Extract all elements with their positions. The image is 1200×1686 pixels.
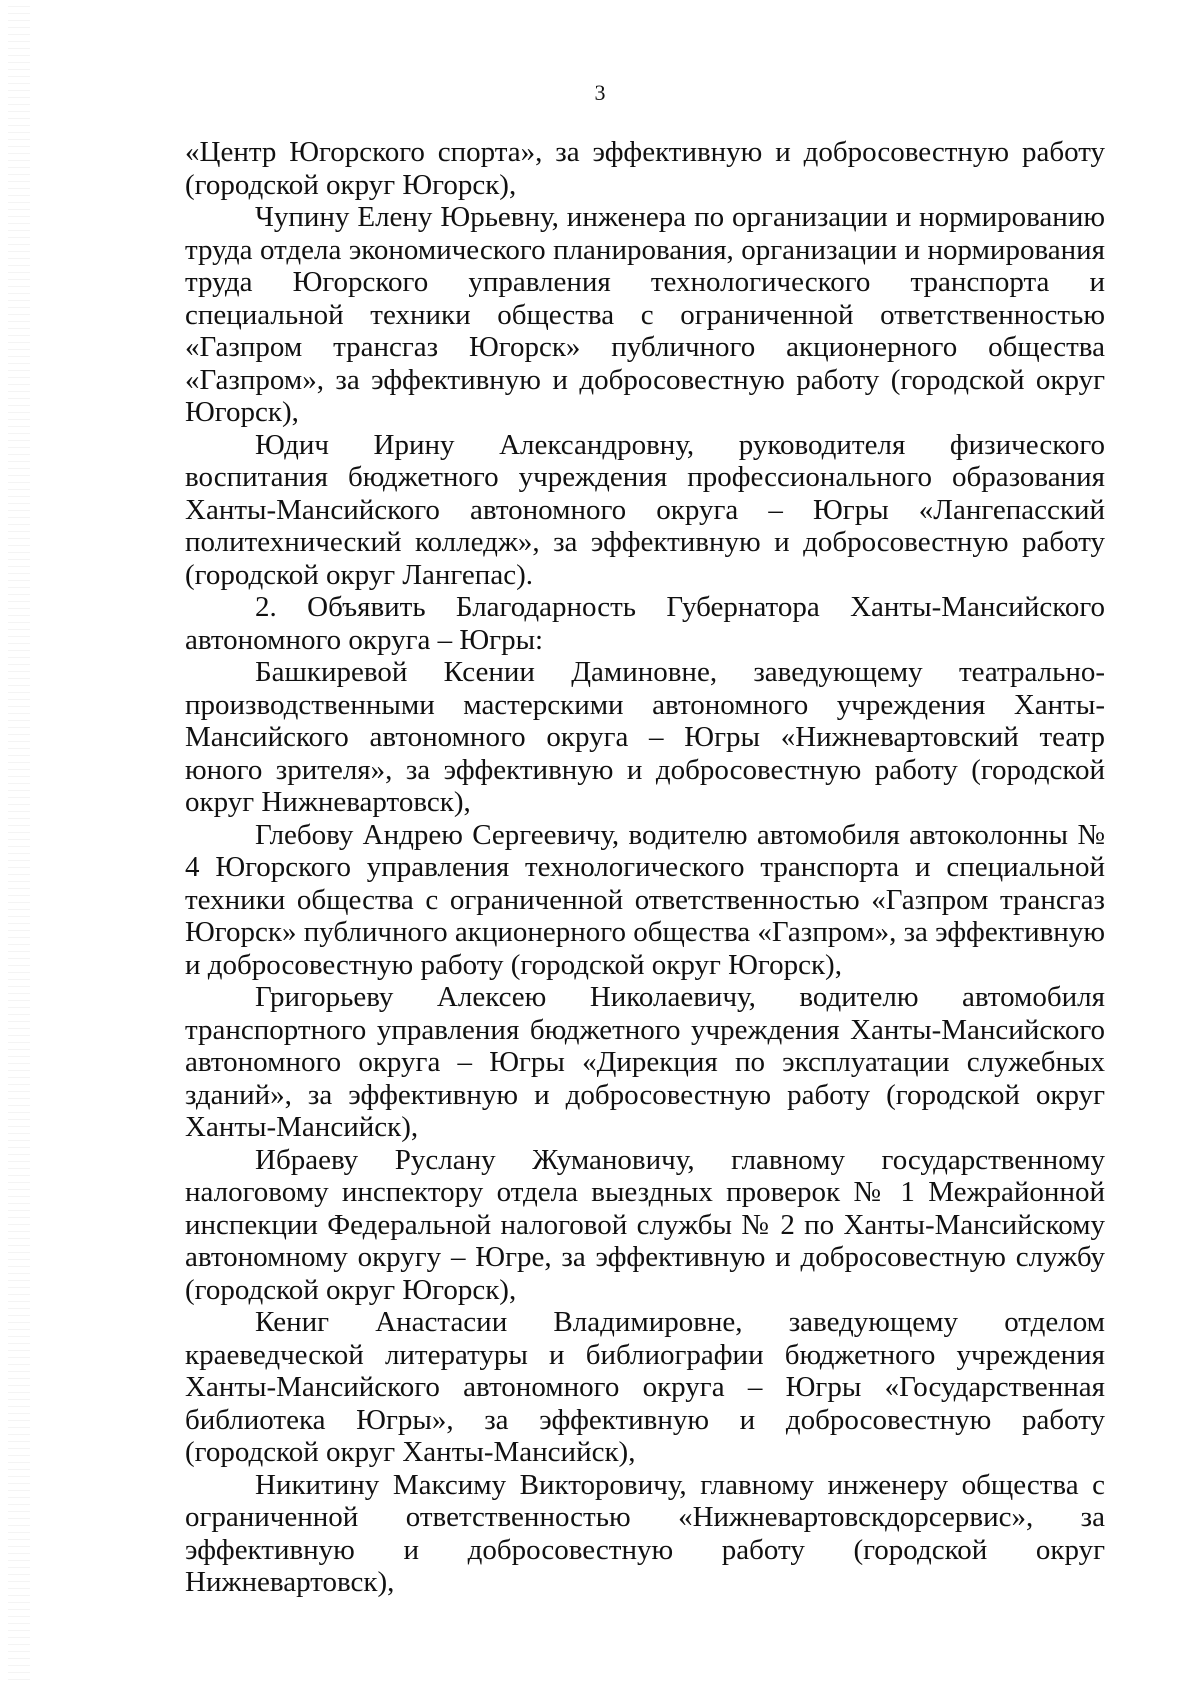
paragraph-ibraev: Ибраеву Руслану Жумановичу, главному государственному налоговому инспектору отдела выездных проверок № 1 Межрайонной инспекции Федеральной налоговой службы № 2 по Ханты-Мансийскому автономному округу – Югре, за эффективную и добросовестную службу (городской округ Югорск),	[185, 1143, 1105, 1306]
paragraph-chupina: Чупину Елену Юрьевну, инженера по организации и нормированию труда отдела экономического планирования, организации и нормирования труда Югорского управления технологического транспорта и специальной техники общества с ограниченной ответственностью «Газпром трансгаз Югорск» публичного акционерного общества «Газпром», за эффективную и добросовестную работу (городской округ Югорск),	[185, 201, 1105, 428]
paragraph-kenig: Кениг Анастасии Владимировне, заведующему отделом краеведческой литературы и библиографии бюджетного учреждения Ханты-Мансийского автономного округа – Югры «Государственная библиотека Югры», за эффективную и добросовестную работу (городской округ Ханты-Мансийск),	[185, 1306, 1105, 1468]
paragraph-grigoriev: Григорьеву Алексею Николаевичу, водителю автомобиля транспортного управления бюджетного учреждения Ханты-Мансийского автономного округа – Югры «Дирекция по эксплуатации служебных зданий», за эффективную и добросовестную работу (городской округ Ханты-Мансийск),	[185, 981, 1105, 1143]
paragraph-yudich: Юдич Ирину Александровну, руководителя физического воспитания бюджетного учреждения профессионального образования Ханты-Мансийского автономного округа – Югры «Лангепасский политехнический колледж», за эффективную и добросовестную работу (городской округ Лангепас).	[185, 428, 1105, 591]
paragraph-continuation: «Центр Югорского спорта», за эффективную и добросовестную работу (городской округ Югорск),	[185, 136, 1105, 201]
paragraph-nikitin: Никитину Максиму Викторовичу, главному инженеру общества с ограниченной ответственностью «Нижневартовскдорсервис», за эффективную и добросовестную работу (городской округ Нижневартовск),	[185, 1468, 1105, 1598]
page-number: 3	[594, 80, 606, 105]
paragraph-glebov: Глебову Андрею Сергеевичу, водителю автомобиля автоколонны № 4 Югорского управления технологического транспорта и специальной техники общества с ограниченной ответственностью «Газпром трансгаз Югорск» публичного акционерного общества «Газпром», за эффективную и добросовестную работу (городской округ Югорск),	[185, 818, 1105, 981]
document-body	[185, 136, 1105, 1599]
scan-edge-artifact	[8, 0, 30, 1686]
paragraph-section-2: 2. Объявить Благодарность Губернатора Ханты-Мансийского автономного округа – Югры:	[185, 591, 1105, 656]
paragraph-bashkireva: Башкиревой Ксении Даминовне, заведующему театрально-производственными мастерскими автономного учреждения Ханты-Мансийского автономного округа – Югры «Нижневартовский театр юного зрителя», за эффективную и добросовестную работу (городской округ Нижневартовск),	[185, 656, 1105, 818]
